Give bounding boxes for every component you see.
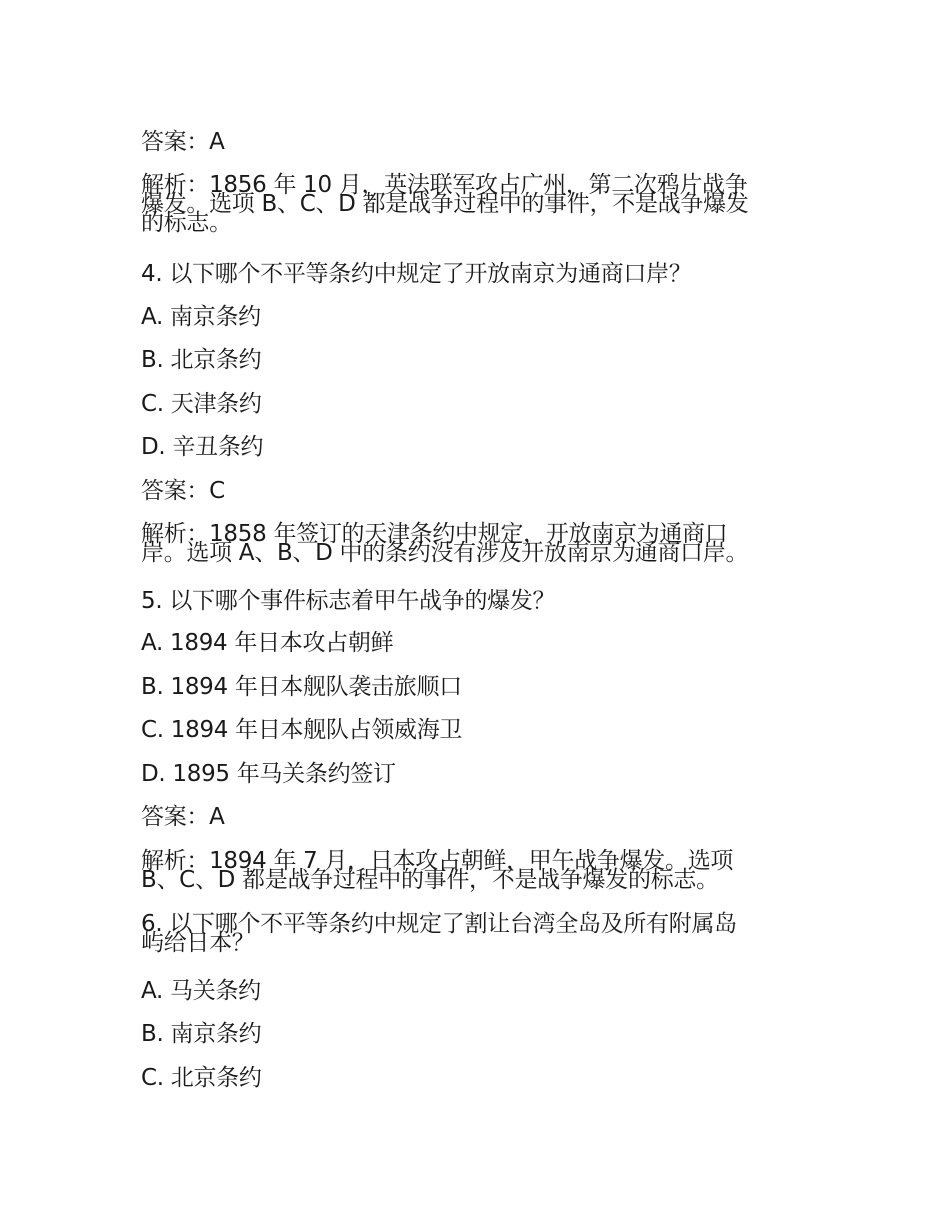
option-6a: A. 马关条约	[141, 978, 261, 1004]
option-4b: B. 北京条约	[141, 347, 262, 373]
answer-q5: 答案：A	[141, 804, 225, 830]
question-4: 4. 以下哪个不平等条约中规定了开放南京为通商口岸？	[141, 261, 692, 287]
answer-q3: 答案：A	[141, 129, 225, 155]
option-5b: B. 1894 年日本舰队袭击旅顺口	[141, 674, 462, 700]
analysis-q5	[141, 848, 734, 893]
option-5a: A. 1894 年日本攻占朝鲜	[141, 630, 394, 656]
analysis-line: 爆发。选项 B、C、D 都是战争过程中的事件，不是战争爆发	[141, 191, 749, 217]
question-6	[141, 911, 737, 956]
option-5c: C. 1894 年日本舰队占领威海卫	[141, 717, 463, 743]
analysis-line: B、C、D 都是战争过程中的事件，不是战争爆发的标志。	[141, 867, 719, 893]
analysis-line: 的标志。	[141, 210, 232, 236]
option-6c: C. 北京条约	[141, 1065, 262, 1091]
option-5d: D. 1895 年马关条约签订	[141, 761, 396, 787]
analysis-line: 解析：1894 年 7 月，日本攻占朝鲜，甲午战争爆发。选项	[141, 848, 734, 874]
option-6b: B. 南京条约	[141, 1021, 262, 1047]
option-4d: D. 辛丑条约	[141, 434, 264, 460]
question-5: 5. 以下哪个事件标志着甲午战争的爆发？	[141, 588, 556, 614]
option-4c: C. 天津条约	[141, 391, 262, 417]
analysis-line: 解析：1858 年签订的天津条约中规定，开放南京为通商口	[141, 521, 728, 547]
analysis-q4	[141, 521, 749, 566]
analysis-line: 岸。选项 A、B、D 中的条约没有涉及开放南京为通商口岸。	[141, 540, 749, 566]
option-4a: A. 南京条约	[141, 304, 261, 330]
analysis-line: 解析：1856 年 10 月，英法联军攻占广州，第二次鸦片战争	[141, 172, 748, 198]
answer-q4: 答案：C	[141, 478, 225, 504]
question-line: 屿给日本？	[141, 930, 255, 956]
question-line: 6. 以下哪个不平等条约中规定了割让台湾全岛及所有附属岛	[141, 911, 737, 937]
analysis-q3	[141, 172, 749, 236]
